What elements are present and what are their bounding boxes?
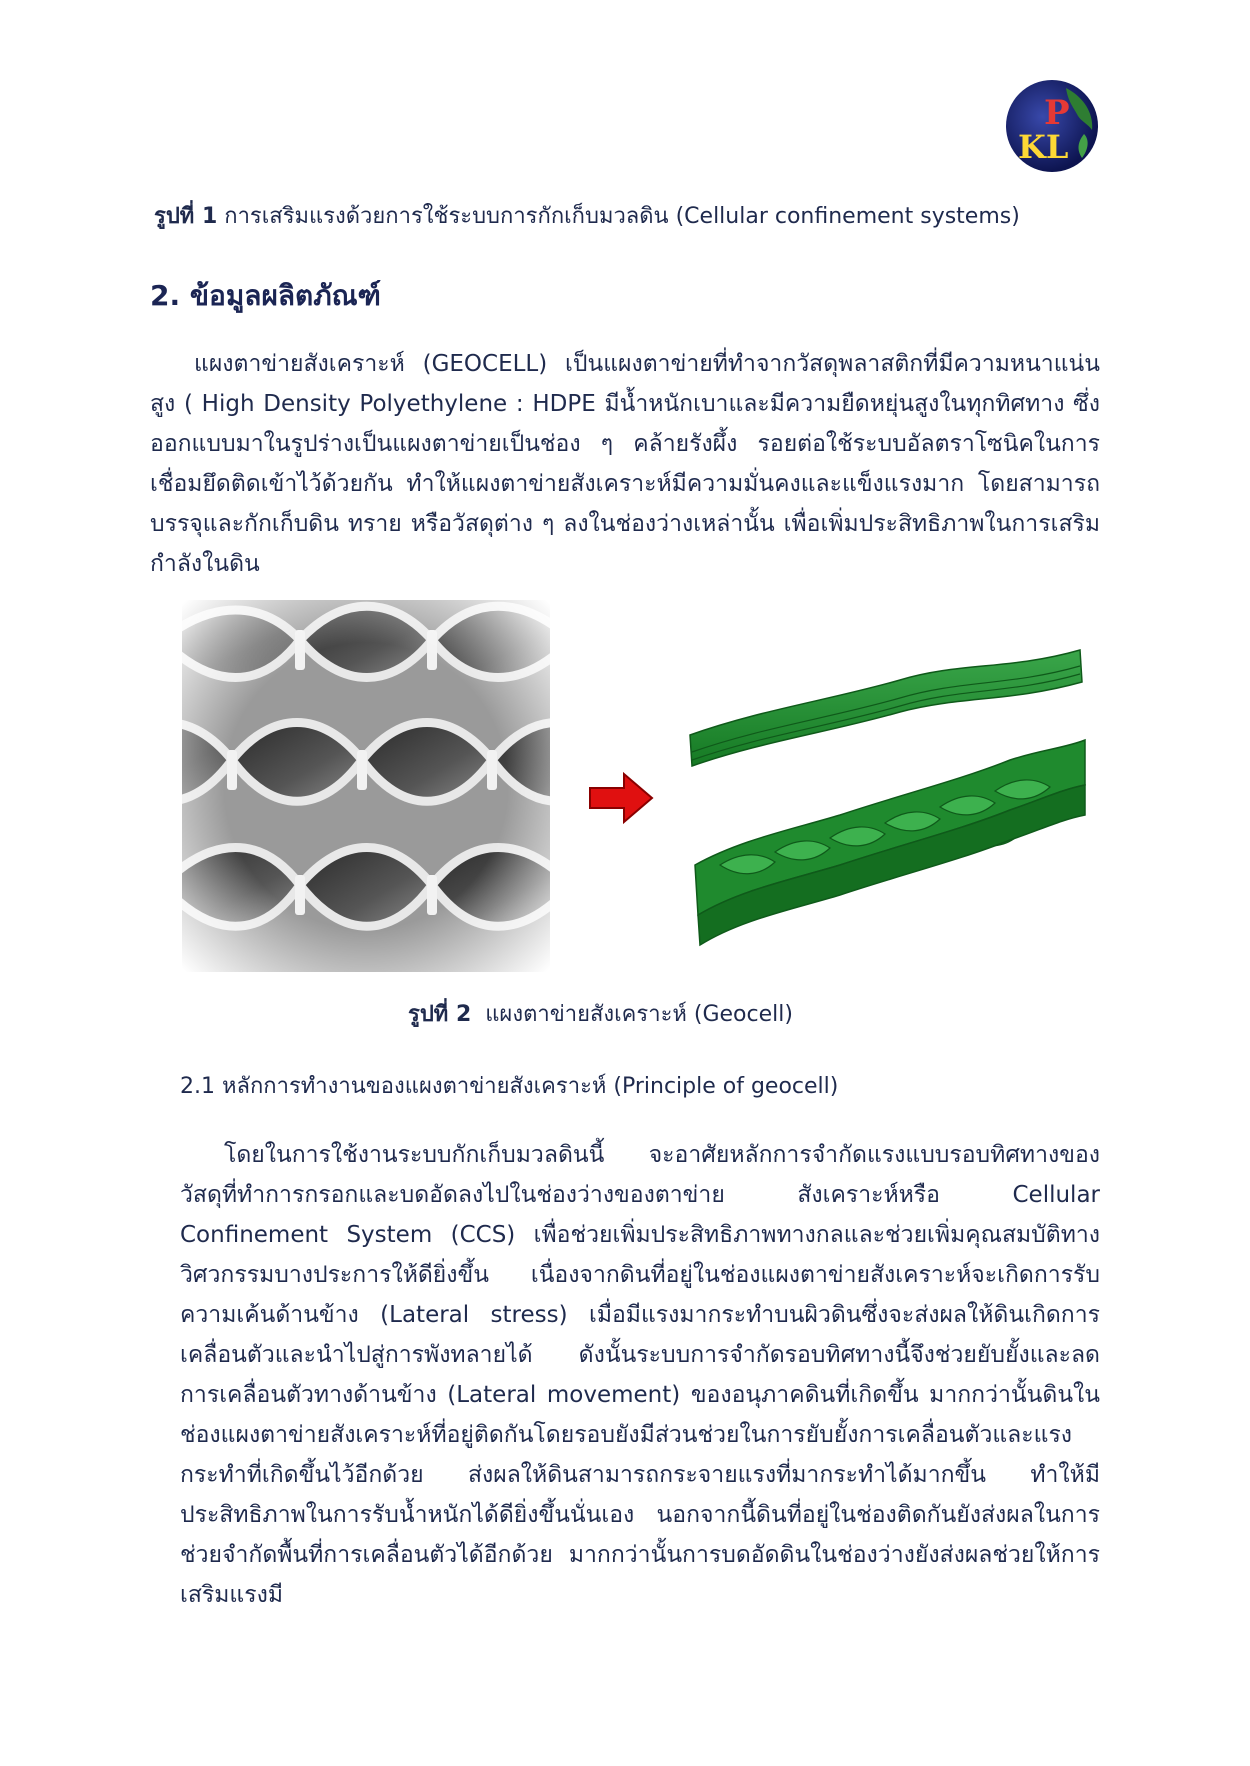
geocell-illustration <box>680 640 1090 950</box>
pkl-logo <box>1004 78 1100 174</box>
subsection21-title: 2.1 หลักการทำงานของแผงตาข่ายสังเคราะห์ (Principle of geocell) <box>180 1074 839 1099</box>
section2-paragraph <box>150 344 1100 584</box>
geocell-photo <box>182 600 550 972</box>
section2-title: 2. ข้อมูลผลิตภัณฑ์ <box>150 279 381 312</box>
logo-letter-p: P <box>1044 93 1070 133</box>
figure2-label: รูปที่ 2 <box>408 1002 472 1027</box>
figure1-caption <box>154 198 1114 233</box>
subsection21-paragraph <box>180 1135 1100 1615</box>
figure1-text: การเสริมแรงด้วยการใช้ระบบการกักเก็บมวลดิน (Cellular confinement systems) <box>224 204 1020 229</box>
section2-paragraph-text: แผงตาข่ายสังเคราะห์ (GEOCELL) เป็นแผงตาข่ายที่ทำจากวัสดุพลาสติกที่มีความหนาแน่นสูง ( High Density Polyethylene : HDPE มีน้ำหนักเบาและมีความยืดหยุ่นสูงในทุกทิศทาง ซึ่งออกแบบมาในรูปร่างเป็นแผงตาข่ายเป็นช่อง ๆ คล้ายรังผึ้ง รอยต่อใช้ระบบอัลตราโซนิคในการเชื่อมยึดติดเข้าไว้ด้วยกัน ทำให้แผงตาข่ายสังเคราะห์มีความมั่นคงและแข็งแรงมาก โดยสามารถบรรจุและกักเก็บดิน ทราย หรือวัสดุต่าง ๆ ลงในช่องว่างเหล่านั้น เพื่อเพิ่มประสิทธิภาพในการเสริมกำลังในดิน <box>150 351 1100 577</box>
figure2-caption <box>408 996 793 1031</box>
geocell-folded <box>690 650 1082 766</box>
subsection21-paragraph-text: โดยในการใช้งานระบบกักเก็บมวลดินนี้ จะอาศัยหลักการจำกัดแรงแบบรอบทิศทางของวัสดุที่ทำการกรอกและบดอัดลงไปในช่องว่างของตาข่าย สังเคราะห์หรือ Cellular Confinement System (CCS) เพื่อช่วยเพิ่มประสิทธิภาพทางกลและช่วยเพิ่มคุณสมบัติทางวิศวกรรมบางประการให้ดียิ่งขึ้น เนื่องจากดินที่อยู่ในช่องแผงตาข่ายสังเคราะห์จะเกิดการรับความเค้นด้านข้าง (Lateral stress) เมื่อมีแรงมากระทำบนผิวดินซึ่งจะส่งผลให้ดินเกิดการเคลื่อนตัวและนำไปสู่การพังทลายได้ ดังนั้นระบบการจำกัดรอบทิศทางนี้จึงช่วยยับยั้งและลดการเคลื่อนตัวทางด้านข้าง (Lateral movement) ของอนุภาคดินที่เกิดขึ้น มากกว่านั้นดินในช่องแผงตาข่ายสังเคราะห์ที่อยู่ติดกันโดยรอบยังมีส่วนช่วยในการยับยั้งการเคลื่อนตัวและแรงกระทำที่เกิดขึ้นไว้อีกด้วย ส่งผลให้ดินสามารถกระจายแรงที่มากระทำได้มากขึ้น ทำให้มีประสิทธิภาพในการรับน้ำหนักได้ดียิ่งขึ้นนั่นเอง นอกจากนี้ดินที่อยู่ในช่องติดกันยังส่งผลในการช่วยจำกัดพื้นที่การเคลื่อนตัวได้อีกด้วย มากกว่านั้นการบดอัดดินในช่องว่างยังส่งผลช่วยให้การเสริมแรงมี <box>180 1142 1100 1608</box>
logo-letters-kl: KL <box>1018 128 1069 166</box>
figure1-label: รูปที่ 1 <box>154 204 218 229</box>
geocell-expanded <box>695 740 1085 945</box>
figure2-text: แผงตาข่ายสังเคราะห์ (Geocell) <box>485 1002 793 1027</box>
red-arrow-icon <box>588 770 654 826</box>
